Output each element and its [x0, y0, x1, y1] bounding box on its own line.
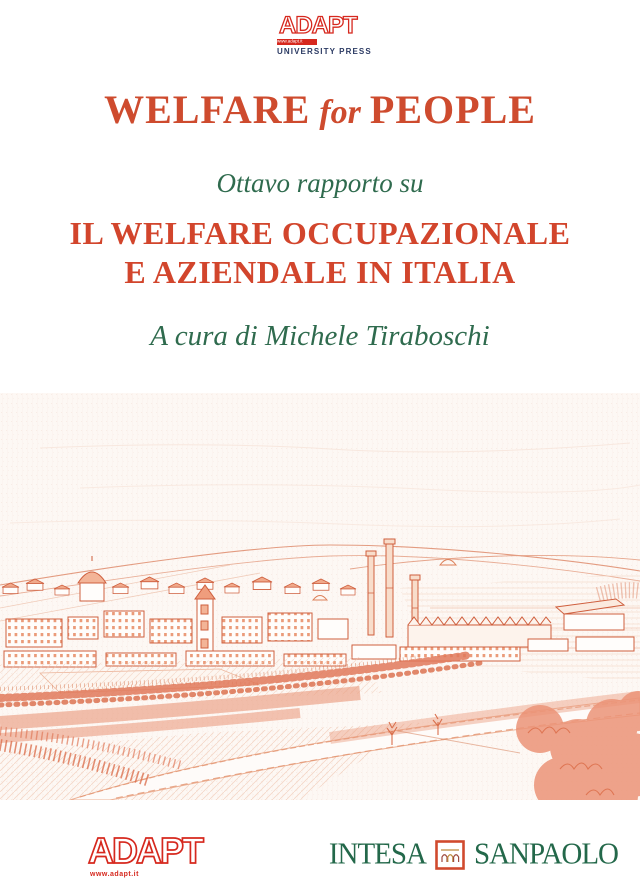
adapt-url-top: www.adapt.it [277, 39, 303, 44]
adapt-wordmark-top: ADAPT [279, 13, 357, 37]
intesa-arch-icon [435, 840, 465, 870]
adapt-wordmark-icon-footer [86, 832, 236, 870]
series-line: Ottavo rapporto su [216, 168, 424, 198]
adapt-url-bottom: www.adapt.it [90, 871, 139, 878]
university-press-label: UNIVERSITY PRESS [277, 47, 372, 56]
intesa-sanpaolo-logo [329, 838, 618, 871]
title-word-welfare: WELFARE [104, 87, 311, 132]
sanpaolo-word: SANPAOLO [473, 837, 618, 871]
title-word-people: PEOPLE [369, 87, 536, 132]
title-word-for: for [319, 94, 361, 131]
adapt-url-bar [277, 39, 317, 45]
adapt-logo [86, 832, 236, 878]
adapt-wordmark-icon [277, 13, 363, 37]
book-title [0, 86, 640, 133]
report-title-line2: E AZIENDALE IN ITALIA [124, 254, 516, 290]
cover-illustration [0, 393, 640, 800]
publisher-logo [277, 13, 372, 56]
byline: A cura di Michele Tiraboschi [150, 320, 490, 352]
report-title [0, 214, 640, 292]
report-title-line1: IL WELFARE OCCUPAZIONALE [69, 215, 571, 251]
adapt-wordmark-bottom: ADAPT [88, 832, 202, 870]
intesa-word: INTESA [328, 837, 426, 871]
